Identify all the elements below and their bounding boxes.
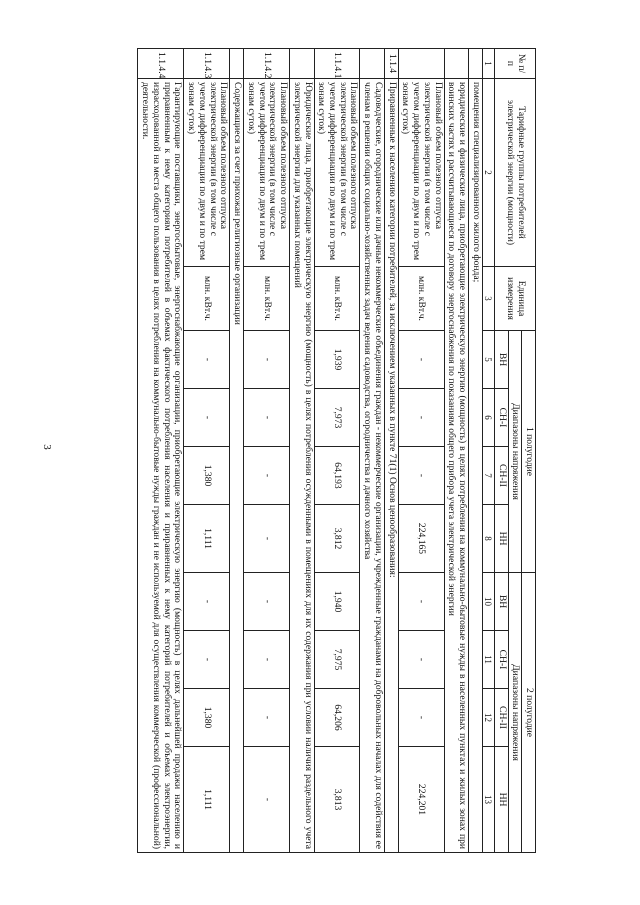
- row-unit: млн. кВт.ч.: [398, 267, 444, 331]
- header-voltage-1: Диапазоны напряжения: [508, 331, 522, 573]
- row-name: Плановый объем полезного отпуска электрической энергии (в том числе с учетом дифференциации по двум и по трем зонам суток): [398, 79, 444, 267]
- column-number: 5: [482, 331, 494, 389]
- section-row: [230, 49, 244, 853]
- column-number: 1: [482, 49, 494, 79]
- value-cell: -: [184, 389, 230, 447]
- row-name: Плановый объем полезного отпуска электрической энергии (в том числе с учетом дифференциации по двум и по трем зонам суток): [244, 79, 290, 267]
- row-number: 1.1.4.1: [314, 49, 360, 79]
- value-cell: 1,939: [314, 331, 360, 389]
- column-number: 3: [482, 267, 494, 331]
- column-number: 10: [482, 573, 494, 631]
- table-row: [314, 49, 360, 853]
- section-text: юридические и физические лица, приобретающие электрическую энергию (мощность) в целях потребления на коммунально-бытовые нужды в населенных пунктах и жилых зонах при воинских частях и рассчитывающиеся по договору энергоснабжения по показаниям общего прибора учета электрической энергии: [444, 79, 468, 853]
- column-number: 8: [482, 505, 494, 573]
- header-level: ВН: [494, 573, 508, 631]
- section-text: Юридические лица, приобретающие электрическую энергию (мощность) в целях потребления осужденными в помещениях для их содержания при условии наличия раздельного учета электрической энергии для указанных помещений: [290, 79, 314, 853]
- section-row: [384, 49, 398, 853]
- row-number: [290, 49, 314, 79]
- value-cell: -: [398, 573, 444, 631]
- value-cell: -: [244, 447, 290, 505]
- value-cell: 3,812: [314, 505, 360, 573]
- value-cell: 1,111: [184, 747, 230, 853]
- column-number: 12: [482, 689, 494, 747]
- section-text: помещения специализированного жилого фонда;: [469, 79, 483, 853]
- table-row: [244, 49, 290, 853]
- value-cell: 3,813: [314, 747, 360, 853]
- value-cell: 224,165: [398, 505, 444, 573]
- header-level: СН-I: [494, 389, 508, 447]
- header-level: НН: [494, 747, 508, 853]
- value-cell: -: [398, 447, 444, 505]
- row-name: Плановый объем полезного отпуска электрической энергии (в том числе с учетом дифференциации по двум и по трем зонам суток): [314, 79, 360, 267]
- header-level: НН: [494, 505, 508, 573]
- row-number: [444, 49, 468, 79]
- value-cell: -: [184, 573, 230, 631]
- row-number: [230, 49, 244, 79]
- value-cell: 1,940: [314, 573, 360, 631]
- value-cell: -: [244, 689, 290, 747]
- column-number: 6: [482, 389, 494, 447]
- value-cell: -: [244, 389, 290, 447]
- row-number: [398, 49, 444, 79]
- column-number: 2: [482, 79, 494, 267]
- section-row: [290, 49, 314, 853]
- column-number: 11: [482, 631, 494, 689]
- row-number: [469, 49, 483, 79]
- value-cell: 7,973: [314, 389, 360, 447]
- table-row: [398, 49, 444, 853]
- header-level: СН-II: [494, 689, 508, 747]
- section-row: [444, 49, 468, 853]
- column-number: 7: [482, 447, 494, 505]
- value-cell: -: [244, 631, 290, 689]
- value-cell: -: [244, 573, 290, 631]
- header-level: СН-II: [494, 447, 508, 505]
- row-number: 1.1.4.3: [184, 49, 230, 79]
- table-body: [138, 49, 482, 853]
- value-cell: 7,975: [314, 631, 360, 689]
- row-number: [360, 49, 384, 79]
- header-level: СН-I: [494, 631, 508, 689]
- value-cell: 64,193: [314, 447, 360, 505]
- tariff-table: [138, 48, 537, 853]
- value-cell: -: [244, 747, 290, 853]
- row-name: Плановый объем полезного отпуска электрической энергии (в том числе с учетом дифференциации по двум и по трем зонам суток): [184, 79, 230, 267]
- page-number: 3: [41, 444, 53, 450]
- value-cell: -: [244, 331, 290, 389]
- row-number: 1.1.4: [384, 49, 398, 79]
- value-cell: -: [184, 331, 230, 389]
- row-unit: млн. кВт.ч.: [314, 267, 360, 331]
- tariff-table-sheet: [90, 48, 536, 852]
- value-cell: 1,380: [184, 447, 230, 505]
- value-cell: -: [398, 631, 444, 689]
- header-group: Тарифные группы потребителей электрической энергии (мощности): [494, 79, 535, 267]
- header-half1: 1 полугодие: [522, 331, 536, 573]
- row-unit: млн. кВт.ч.: [244, 267, 290, 331]
- row-unit: млн. кВт.ч.: [184, 267, 230, 331]
- section-row: [138, 49, 184, 853]
- value-cell: 1,380: [184, 689, 230, 747]
- value-cell: -: [398, 689, 444, 747]
- value-cell: -: [398, 389, 444, 447]
- section-text: Приравненные к населению категории потребителей, за исключением указанных в пункте 71(1) Основ ценообразования:: [384, 79, 398, 853]
- header-unit: Единица измерения: [494, 267, 535, 331]
- value-cell: -: [184, 631, 230, 689]
- header-no: № п/п: [494, 49, 535, 79]
- section-row: [469, 49, 483, 853]
- value-cell: 224,201: [398, 747, 444, 853]
- section-text: Садоводческие, огороднические или дачные некоммерческие объединения граждан - некоммерческие организации, учрежденные гражданами на добровольных началах для содействия ее членам в решении общих социально-хозяйственных задач ведения садоводства, огородничества и дачного хозяйства: [360, 79, 384, 853]
- header-voltage-2: Диапазоны напряжения: [508, 573, 522, 853]
- value-cell: 64,206: [314, 689, 360, 747]
- value-cell: 1,111: [184, 505, 230, 573]
- row-number: 1.1.4.2: [244, 49, 290, 79]
- value-cell: -: [244, 505, 290, 573]
- section-row: [360, 49, 384, 853]
- header-level: ВН: [494, 331, 508, 389]
- row-number: 1.1.4.4: [138, 49, 184, 79]
- section-text: Гарантирующие поставщики, энергосбытовые, энергоснабжающие организации, приобретающие электрическую энергию (мощность) в целях дальнейшей продажи населению и приравненным к нему категориям потребителей в объемах фактического потребления населения и приравненных к нему категорий потребителей и объемах электроэнергии, израсходованной на места общего пользования в целях потребления на коммунально-бытовые нужды граждан и не используемой для осуществления коммерческой (профессиональной) деятельности.: [138, 79, 184, 853]
- value-cell: -: [398, 331, 444, 389]
- column-number: 13: [482, 747, 494, 853]
- header-half2: 2 полугодие: [522, 573, 536, 853]
- table-row: [184, 49, 230, 853]
- section-text: Содержащиеся за счет прихожан религиозные организации: [230, 79, 244, 853]
